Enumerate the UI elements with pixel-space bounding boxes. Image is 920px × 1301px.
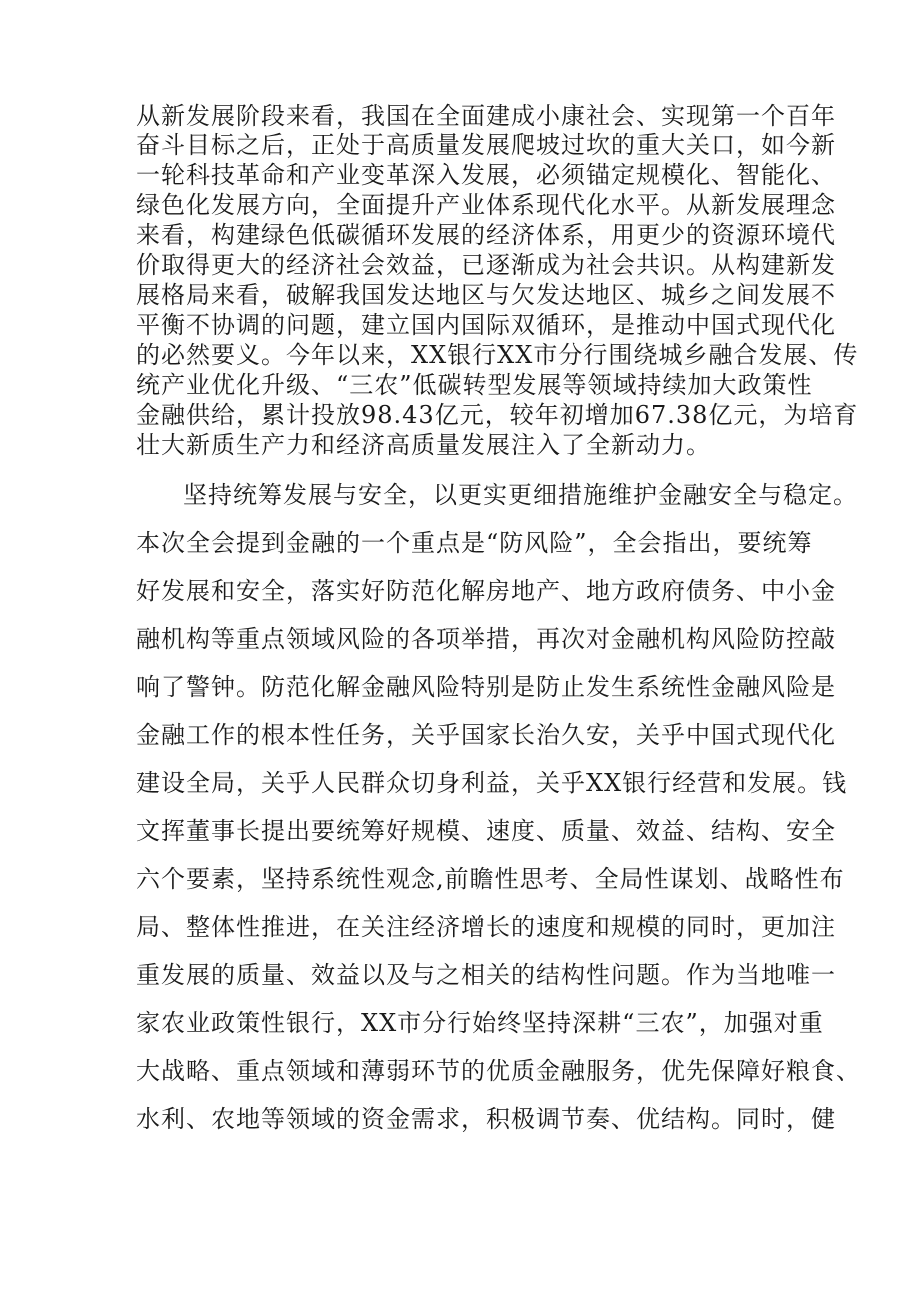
text-line: 坚持统筹发展与安全，以更实更细措施维护金融安全与稳定。 (183, 481, 858, 509)
text-line: 壮大新质生产力和经济高质量发展注入了全新动力。 (136, 431, 711, 459)
text-line: 一轮科技革命和产业变革深入发展，必须锚定规模化、智能化、 (136, 161, 836, 189)
text-line: 来看，构建绿色低碳循环发展的经济体系，用更少的资源环境代 (136, 221, 836, 249)
text-line: 本次全会提到金融的一个重点是“防风险”，全会指出，要统筹 (136, 529, 813, 557)
text-line: 金融供给，累计投放98.43亿元，较年初增加67.38亿元，为培育 (136, 401, 859, 429)
text-line: 好发展和安全，落实好防范化解房地产、地方政府债务、中小金 (136, 577, 836, 605)
text-line: 从新发展阶段来看，我国在全面建成小康社会、实现第一个百年 (136, 102, 836, 130)
text-line: 响了警钟。防范化解金融风险特别是防止发生系统性金融风险是 (136, 673, 836, 701)
text-line: 价取得更大的经济社会效益，已逐渐成为社会共识。从构建新发 (136, 251, 836, 279)
text-line: 融机构等重点领域风险的各项举措，再次对金融机构风险防控敲 (136, 625, 836, 653)
text-line: 建设全局，关乎人民群众切身利益，关乎XX银行经营和发展。钱 (136, 769, 848, 797)
text-line: 金融工作的根本性任务，关乎国家长治久安，关乎中国式现代化 (136, 721, 836, 749)
text-line: 绿色化发展方向，全面提升产业体系现代化水平。从新发展理念 (136, 191, 836, 219)
text-line: 大战略、重点领域和薄弱环节的优质金融服务，优先保障好粮食、 (136, 1057, 861, 1085)
text-line: 六个要素，坚持系统性观念,前瞻性思考、全局性谋划、战略性布 (136, 865, 845, 893)
text-line: 局、整体性推进，在关注经济增长的速度和规模的同时，更加注 (136, 913, 836, 941)
text-line: 文挥董事长提出要统筹好规模、速度、质量、效益、结构、安全 (136, 817, 836, 845)
text-line: 重发展的质量、效益以及与之相关的结构性问题。作为当地唯一 (136, 961, 836, 989)
text-line: 家农业政策性银行，XX市分行始终坚持深耕“三农”，加强对重 (136, 1009, 824, 1037)
text-line: 的必然要义。今年以来，XX银行XX市分行围绕城乡融合发展、传 (136, 341, 859, 369)
text-line: 水利、农地等领域的资金需求，积极调节奏、优结构。同时，健 (136, 1105, 836, 1133)
text-line: 奋斗目标之后，正处于高质量发展爬坡过坎的重大关口，如今新 (136, 131, 836, 159)
text-line: 展格局来看，破解我国发达地区与欠发达地区、城乡之间发展不 (136, 281, 836, 309)
text-line: 统产业优化升级、“三农”低碳转型发展等领域持续加大政策性 (136, 371, 813, 399)
text-line: 平衡不协调的问题，建立国内国际双循环，是推动中国式现代化 (136, 311, 836, 339)
